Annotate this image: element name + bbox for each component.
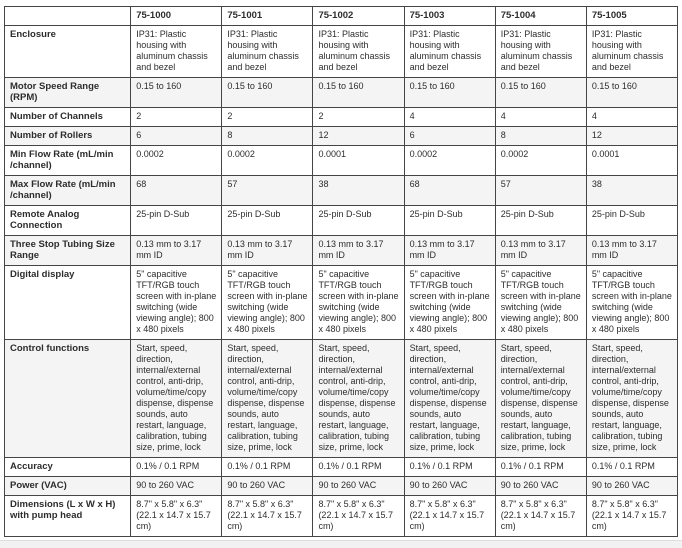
spec-value-cell: 5" capacitive TFT/RGB touch screen with in-plane switching (wide viewing angle); 800 x 480 pixels <box>586 266 677 340</box>
table-row <box>5 496 678 537</box>
spec-table-header <box>5 7 678 26</box>
spec-value-cell: 90 to 260 VAC <box>131 477 222 496</box>
spec-value-cell: 4 <box>586 108 677 127</box>
spec-value-cell: 8.7" x 5.8" x 6.3" (22.1 x 14.7 x 15.7 cm) <box>495 496 586 537</box>
spec-value-cell: 90 to 260 VAC <box>313 477 404 496</box>
row-label: Power (VAC) <box>5 477 131 496</box>
spec-value-cell: Start, speed, direction, internal/external control, anti-drip, volume/time/copy dispense, dispense sounds, auto restart, language, calibration, tubing size, prime, lock <box>313 340 404 458</box>
table-row <box>5 477 678 496</box>
spec-value-cell: 0.1% / 0.1 RPM <box>131 458 222 477</box>
spec-value-cell: 12 <box>313 127 404 146</box>
spec-value-cell: 8.7" x 5.8" x 6.3" (22.1 x 14.7 x 15.7 cm) <box>131 496 222 537</box>
header-row <box>5 7 678 26</box>
spec-value-cell: 0.1% / 0.1 RPM <box>404 458 495 477</box>
spec-value-cell: 90 to 260 VAC <box>586 477 677 496</box>
spec-value-cell: 25-pin D-Sub <box>131 206 222 236</box>
row-label: Remote Analog Connection <box>5 206 131 236</box>
spec-value-cell: 12 <box>586 127 677 146</box>
spec-value-cell: 0.13 mm to 3.17 mm ID <box>131 236 222 266</box>
spec-value-cell: 0.15 to 160 <box>131 78 222 108</box>
spec-value-cell: IP31: Plastic housing with aluminum chassis and bezel <box>404 26 495 78</box>
spec-table-body <box>5 26 678 537</box>
spec-value-cell: 0.1% / 0.1 RPM <box>222 458 313 477</box>
row-label: Accuracy <box>5 458 131 477</box>
spec-value-cell: 90 to 260 VAC <box>495 477 586 496</box>
spec-value-cell: 57 <box>222 176 313 206</box>
spec-value-cell: 0.13 mm to 3.17 mm ID <box>313 236 404 266</box>
spec-value-cell: 0.13 mm to 3.17 mm ID <box>404 236 495 266</box>
spec-value-cell: 0.15 to 160 <box>313 78 404 108</box>
spec-value-cell: IP31: Plastic housing with aluminum chassis and bezel <box>313 26 404 78</box>
row-label: Number of Channels <box>5 108 131 127</box>
row-label: Motor Speed Range (RPM) <box>5 78 131 108</box>
spec-value-cell: 68 <box>404 176 495 206</box>
spec-value-cell: 0.1% / 0.1 RPM <box>586 458 677 477</box>
row-label: Three Stop Tubing Size Range <box>5 236 131 266</box>
spec-value-cell: 8.7" x 5.8" x 6.3" (22.1 x 14.7 x 15.7 cm) <box>313 496 404 537</box>
spec-value-cell: 25-pin D-Sub <box>313 206 404 236</box>
spec-value-cell: 25-pin D-Sub <box>495 206 586 236</box>
row-label: Control functions <box>5 340 131 458</box>
spec-value-cell: 0.1% / 0.1 RPM <box>495 458 586 477</box>
spec-value-cell: 2 <box>313 108 404 127</box>
table-row <box>5 266 678 340</box>
spec-value-cell: 0.0002 <box>495 146 586 176</box>
table-row <box>5 108 678 127</box>
spec-value-cell: 4 <box>404 108 495 127</box>
spec-value-cell: 57 <box>495 176 586 206</box>
column-header-model: 75-1005 <box>586 7 677 26</box>
column-header-model: 75-1002 <box>313 7 404 26</box>
spec-value-cell: 8.7" x 5.8" x 6.3" (22.1 x 14.7 x 15.7 cm) <box>404 496 495 537</box>
spec-value-cell: 0.15 to 160 <box>222 78 313 108</box>
row-label: Enclosure <box>5 26 131 78</box>
spec-value-cell: 0.1% / 0.1 RPM <box>313 458 404 477</box>
spec-value-cell: 25-pin D-Sub <box>222 206 313 236</box>
spec-value-cell: 0.0001 <box>313 146 404 176</box>
row-label: Digital display <box>5 266 131 340</box>
spec-value-cell: 25-pin D-Sub <box>586 206 677 236</box>
spec-value-cell: IP31: Plastic housing with aluminum chassis and bezel <box>131 26 222 78</box>
spec-value-cell: 0.0001 <box>586 146 677 176</box>
spec-value-cell: 68 <box>131 176 222 206</box>
product-spec-table <box>4 6 678 537</box>
corner-cell <box>5 7 131 26</box>
spec-value-cell: 8.7" x 5.8" x 6.3" (22.1 x 14.7 x 15.7 cm) <box>222 496 313 537</box>
spec-value-cell: 5" capacitive TFT/RGB touch screen with in-plane switching (wide viewing angle); 800 x 480 pixels <box>131 266 222 340</box>
spec-value-cell: 5" capacitive TFT/RGB touch screen with in-plane switching (wide viewing angle); 800 x 480 pixels <box>404 266 495 340</box>
spec-value-cell: Start, speed, direction, internal/external control, anti-drip, volume/time/copy dispense, dispense sounds, auto restart, language, calibration, tubing size, prime, lock <box>131 340 222 458</box>
spec-value-cell: 0.15 to 160 <box>404 78 495 108</box>
spec-value-cell: 5" capacitive TFT/RGB touch screen with in-plane switching (wide viewing angle); 800 x 480 pixels <box>222 266 313 340</box>
spec-value-cell: 0.0002 <box>404 146 495 176</box>
table-row <box>5 458 678 477</box>
spec-value-cell: 25-pin D-Sub <box>404 206 495 236</box>
table-row <box>5 26 678 78</box>
spec-value-cell: 38 <box>313 176 404 206</box>
column-header-model: 75-1004 <box>495 7 586 26</box>
column-header-model: 75-1001 <box>222 7 313 26</box>
page-bottom-divider <box>0 540 682 548</box>
spec-value-cell: 2 <box>222 108 313 127</box>
spec-value-cell: 0.0002 <box>131 146 222 176</box>
table-row <box>5 236 678 266</box>
spec-value-cell: 0.0002 <box>222 146 313 176</box>
spec-value-cell: 90 to 260 VAC <box>404 477 495 496</box>
spec-value-cell: 0.13 mm to 3.17 mm ID <box>222 236 313 266</box>
table-row <box>5 78 678 108</box>
row-label: Dimensions (L x W x H) with pump head <box>5 496 131 537</box>
table-row <box>5 146 678 176</box>
spec-value-cell: 2 <box>131 108 222 127</box>
spec-value-cell: IP31: Plastic housing with aluminum chassis and bezel <box>222 26 313 78</box>
row-label: Max Flow Rate (mL/min /channel) <box>5 176 131 206</box>
spec-value-cell: Start, speed, direction, internal/external control, anti-drip, volume/time/copy dispense, dispense sounds, auto restart, language, calibration, tubing size, prime, lock <box>404 340 495 458</box>
spec-value-cell: 90 to 260 VAC <box>222 477 313 496</box>
spec-value-cell: 0.13 mm to 3.17 mm ID <box>495 236 586 266</box>
spec-value-cell: 8 <box>495 127 586 146</box>
row-label: Min Flow Rate (mL/min /channel) <box>5 146 131 176</box>
column-header-model: 75-1003 <box>404 7 495 26</box>
spec-value-cell: 0.15 to 160 <box>586 78 677 108</box>
spec-value-cell: IP31: Plastic housing with aluminum chassis and bezel <box>495 26 586 78</box>
spec-value-cell: 6 <box>131 127 222 146</box>
spec-value-cell: 0.13 mm to 3.17 mm ID <box>586 236 677 266</box>
spec-value-cell: 4 <box>495 108 586 127</box>
spec-value-cell: Start, speed, direction, internal/external control, anti-drip, volume/time/copy dispense, dispense sounds, auto restart, language, calibration, tubing size, prime, lock <box>495 340 586 458</box>
spec-value-cell: Start, speed, direction, internal/external control, anti-drip, volume/time/copy dispense, dispense sounds, auto restart, language, calibration, tubing size, prime, lock <box>586 340 677 458</box>
spec-value-cell: 5" capacitive TFT/RGB touch screen with in-plane switching (wide viewing angle); 800 x 480 pixels <box>495 266 586 340</box>
table-row <box>5 340 678 458</box>
spec-value-cell: 8 <box>222 127 313 146</box>
spec-value-cell: 38 <box>586 176 677 206</box>
table-row <box>5 176 678 206</box>
spec-value-cell: 6 <box>404 127 495 146</box>
column-header-model: 75-1000 <box>131 7 222 26</box>
spec-value-cell: IP31: Plastic housing with aluminum chassis and bezel <box>586 26 677 78</box>
spec-value-cell: 0.15 to 160 <box>495 78 586 108</box>
spec-value-cell: Start, speed, direction, internal/external control, anti-drip, volume/time/copy dispense, dispense sounds, auto restart, language, calibration, tubing size, prime, lock <box>222 340 313 458</box>
table-row <box>5 206 678 236</box>
table-row <box>5 127 678 146</box>
row-label: Number of Rollers <box>5 127 131 146</box>
spec-value-cell: 8.7" x 5.8" x 6.3" (22.1 x 14.7 x 15.7 cm) <box>586 496 677 537</box>
spec-value-cell: 5" capacitive TFT/RGB touch screen with in-plane switching (wide viewing angle); 800 x 480 pixels <box>313 266 404 340</box>
